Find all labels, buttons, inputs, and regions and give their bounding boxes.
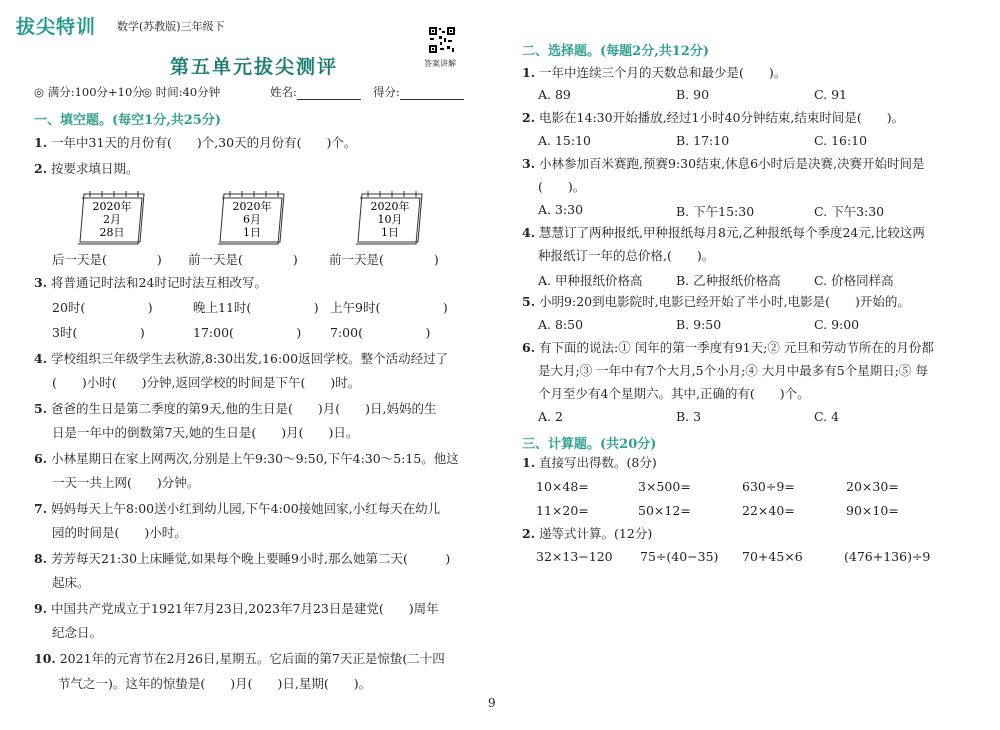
calendar-icon <box>356 188 428 246</box>
choice-q5: 5. 小明9:20到电影院时,电影已经开始了半小时,电影是( )开始的。 <box>522 294 910 309</box>
q10-line2: 节气之一)。这年的惊蛰是( )月( )日,星期( )。 <box>58 676 372 691</box>
q3-item: 上午9时( ) <box>330 300 448 315</box>
q3-item: 晚上11时( ) <box>193 300 319 315</box>
calc-q2: 2. 递等式计算。(12分) <box>522 526 653 541</box>
q9-line2: 纪念日。 <box>52 625 103 640</box>
score-field[interactable] <box>373 84 464 100</box>
name-field[interactable] <box>270 84 361 100</box>
option-c: C. 16:10 <box>814 133 868 148</box>
calendar-year: 2020年 <box>370 200 410 213</box>
choice-q6: 6. 有下面的说法:① 闰年的第一季度有91天;② 元旦和劳动节所在的月份都 <box>522 340 934 355</box>
calendar-day: 28日 <box>99 226 125 239</box>
section2-heading: 二、选择题。(每题2分,共12分) <box>522 44 709 59</box>
calendar-icon <box>218 188 290 246</box>
qr-label: 答案讲解 <box>424 59 456 68</box>
q2: 2. 按要求填日期。 <box>34 161 139 176</box>
calc-item: 90×10= <box>846 503 899 518</box>
calc-item: 10×48= <box>536 479 589 494</box>
choice-q2: 2. 电影在14:30开始播放,经过1小时40分钟结束,结束时间是( )。 <box>522 110 905 125</box>
section1-heading: 一、填空题。(每空1分,共25分) <box>34 113 221 128</box>
option-b: B. 下午15:30 <box>676 204 755 219</box>
q5-line2: 日是一年中的倒数第7天,她的生日是( )月( )日。 <box>52 425 359 440</box>
q6: 6. 小林星期日在家上网两次,分别是上午9:30～9:50,下午4:30～5:15。他这 <box>34 451 459 466</box>
q7-line2: 园的时间是( )小时。 <box>52 525 187 540</box>
option-b: B. 17:10 <box>676 133 730 148</box>
option-c: C. 下午3:30 <box>814 204 885 219</box>
option-c: C. 9:00 <box>814 317 860 332</box>
option-a: A. 3:30 <box>538 202 584 217</box>
calc-item: 32×13−120 <box>536 549 613 564</box>
q9: 9. 中国共产党成立于1921年7月23日,2023年7月23日是建党( )周年 <box>34 601 439 616</box>
score-label: 得分: <box>373 85 400 99</box>
q6-line2: 一天一共上网( )分钟。 <box>52 475 200 490</box>
calc-item: 22×40= <box>742 503 795 518</box>
calc-item: 20×30= <box>846 479 899 494</box>
q8: 8. 芳芳每天21:30上床睡觉,如果每个晚上要睡9小时,那么她第二天( ) <box>34 551 451 566</box>
q1: 1. 一年中31天的月份有( )个,30天的月份有( )个。 <box>34 135 357 150</box>
option-a: A. 甲种报纸价格高 <box>538 273 643 288</box>
name-label: 姓名: <box>270 85 297 99</box>
option-c: C. 4 <box>814 409 840 424</box>
calendar-day: 1日 <box>243 226 261 239</box>
calc-item: 630÷9= <box>742 479 795 494</box>
page-title: 第五单元拔尖测评 <box>170 56 339 78</box>
calc-item: 70+45×6 <box>742 549 803 564</box>
choice-q3-line2: ( )。 <box>538 179 586 194</box>
choice-q4-line2: 种报纸订一年的总价格,( )。 <box>538 248 715 263</box>
q4-line2: ( )小时( )分钟,返回学校的时间是下午( )时。 <box>52 375 361 390</box>
option-c: C. 91 <box>814 87 847 102</box>
calendar-year: 2020年 <box>92 200 132 213</box>
calendar-caption: 后一天是( ) <box>52 252 162 267</box>
choice-q4: 4. 慧慧订了两种报纸,甲种报纸每月8元,乙种报纸每个季度24元,比较这两 <box>522 225 925 240</box>
q5: 5. 爸爸的生日是第二季度的第9天,他的生日是( )月( )日,妈妈的生 <box>34 401 437 416</box>
choice-q3: 3. 小林参加百米赛跑,预赛9:30结束,休息6小时后是决赛,决赛开始时间是 <box>522 156 925 171</box>
q3: 3. 将普通记时法和24时记时法互相改写。 <box>34 275 267 290</box>
calendar-month: 10月 <box>377 213 403 226</box>
option-c: C. 价格同样高 <box>814 273 894 288</box>
q3-item: 7:00( ) <box>330 325 431 340</box>
q3-item: 17:00( ) <box>193 325 302 340</box>
calc-item: 50×12= <box>638 503 691 518</box>
qr-code-icon[interactable] <box>428 26 456 54</box>
brand-logo: 拔尖特训 <box>16 16 97 38</box>
q4: 4. 学校组织三年级学生去秋游,8:30出发,16:00返回学校。整个活动经过了 <box>34 351 449 366</box>
option-b: B. 3 <box>676 409 702 424</box>
choice-q6-line2: 是大月;③ 一年中有7个大月,5个小月;④ 大月中最多有5个星期日;⑤ 每 <box>538 363 928 378</box>
page-number: 9 <box>488 696 496 710</box>
calendar-icon <box>78 188 150 246</box>
q8-line2: 起床。 <box>52 575 90 590</box>
calendar-month: 2月 <box>103 213 121 226</box>
calc-item: (476+136)÷9 <box>844 549 931 564</box>
choice-q1: 1. 一年中连续三个月的天数总和最少是( )。 <box>522 65 787 80</box>
time-limit: ◎ 时间:40分钟 <box>142 85 221 99</box>
option-a: A. 8:50 <box>538 317 584 332</box>
q10: 10. 2021年的元宵节在2月26日,星期五。它后面的第7天正是惊蛰(二十四 <box>34 651 445 666</box>
calendar-month: 6月 <box>243 213 261 226</box>
option-a: A. 89 <box>538 87 571 102</box>
section3-heading: 三、计算题。(共20分) <box>522 437 657 452</box>
full-score: ◎ 满分:100分+10分 <box>34 85 144 99</box>
series-label: 数学(苏教版)三年级下 <box>117 20 225 33</box>
calendar-caption: 前一天是( ) <box>329 252 439 267</box>
option-b: B. 乙种报纸价格高 <box>676 273 781 288</box>
choice-q6-line3: 个月至少有4个星期六。其中,正确的有( )个。 <box>538 386 810 401</box>
calc-item: 75÷(40−35) <box>640 549 719 564</box>
calendar-day: 1日 <box>381 226 399 239</box>
option-a: A. 2 <box>538 409 563 424</box>
q3-item: 20时( ) <box>52 300 153 315</box>
q7: 7. 妈妈每天上午8:00送小红到幼儿园,下午4:00接她回家,小红每天在幼儿 <box>34 501 441 516</box>
calendar-year: 2020年 <box>232 200 272 213</box>
option-a: A. 15:10 <box>538 133 591 148</box>
calc-item: 3×500= <box>638 479 691 494</box>
calc-q1: 1. 直接写出得数。(8分) <box>522 455 657 470</box>
calendar-caption: 前一天是( ) <box>188 252 298 267</box>
q3-item: 3时( ) <box>52 325 145 340</box>
option-b: B. 90 <box>676 87 710 102</box>
calc-item: 11×20= <box>536 503 589 518</box>
option-b: B. 9:50 <box>676 317 722 332</box>
